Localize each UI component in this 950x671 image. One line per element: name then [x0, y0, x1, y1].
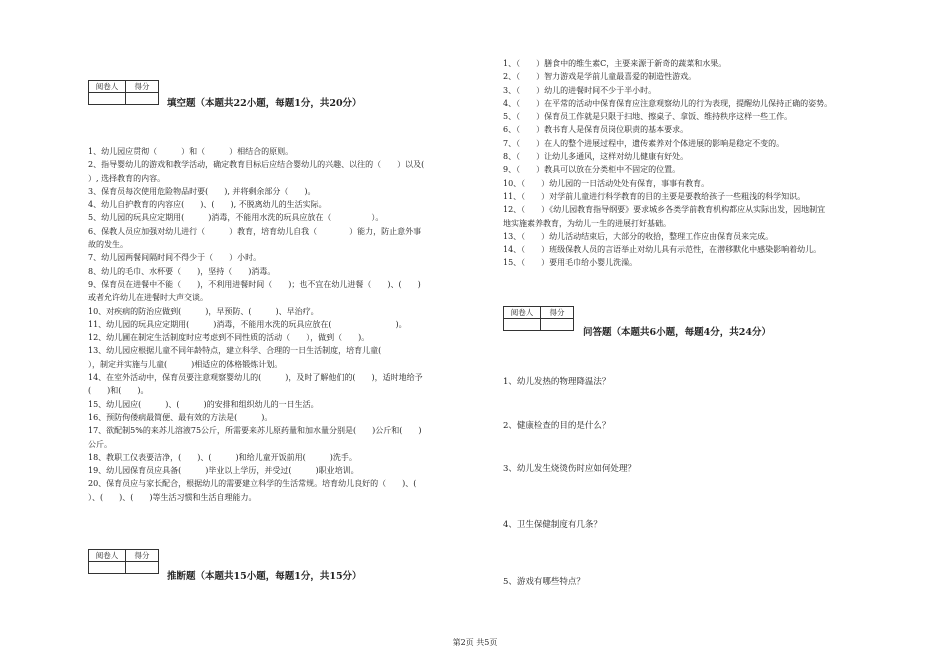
judge-question-line: 9、（ ）教具可以放在分类柜中不固定的位置。	[503, 165, 681, 175]
judge-question-line: 10、（ ）幼儿园的一日活动处处有保育，事事有教育。	[503, 178, 710, 188]
fill-question-line: 6、保教人员应加强对幼儿进行（ ）教育，培育幼儿自我（ ）能力，防止意外事	[88, 226, 422, 236]
fill-questions	[88, 145, 424, 504]
fill-question-line: 13、幼儿园应根据儿童不同年龄特点，建立科学、合理的一日生活制度，培育儿童(	[88, 346, 382, 356]
judge-section-title: 推断题（本题共15小题，每题1分，共15分）	[167, 571, 362, 582]
fill-question-line: 10、对疾病的防治应做到( )，早预防、( )、早治疗。	[88, 306, 319, 316]
judge-question-line: 地实施素养教育，为幼儿一生的进展打好基础。	[503, 218, 671, 228]
score-box-fill	[88, 80, 159, 105]
reviewer-cell	[89, 93, 126, 105]
score-label: 得分	[541, 307, 574, 319]
fill-section-title: 填空题（本题共22小题，每题1分，共20分）	[167, 98, 362, 109]
page-footer: 第2页 共5页	[452, 638, 498, 647]
score-label: 得分	[126, 81, 159, 93]
fill-question-line: 9、保育员在进餐中不能（ )，不利用进餐时间（ )；也不宜在幼儿进餐（ )、( )	[88, 279, 421, 289]
fill-question-line: 3、保育员每次使用危险物品时要( ), 并将剩余部分（ )。	[88, 186, 316, 196]
judge-question-line: 8、（ ）让幼儿多通风，这样对幼儿健康有好处。	[503, 152, 689, 162]
judge-question-line: 14、（ ）班级保教人员的言语举止对幼儿具有示范性，在潜移默化中感染影响着幼儿。	[503, 245, 822, 255]
score-box-judge	[88, 549, 159, 574]
judge-question-line: 6、（ ）教书育人是保育员岗位职责的基本要求。	[503, 125, 689, 135]
judge-question-line: 3、（ ）幼儿的进餐时间不少于半小时。	[503, 85, 657, 95]
fill-question-line: 4、幼儿自护教育的内容应( )、( ), 不脱离幼儿的生活实际。	[88, 200, 327, 210]
fill-question-line: 5、幼儿园的玩具应定期用( )消毒，不能用水洗的玩具应放在（ ）。	[88, 213, 384, 223]
fill-question-line: 20、保育员应与家长配合，根据幼儿的需要建立科学的生活常规。培育幼儿良好的（ )、(	[88, 479, 417, 489]
fill-question-line: ( )和( )。	[88, 386, 149, 396]
judge-question-line: 13、（ ）幼儿活动结束后，大部分的收拾，整理工作应由保育员来完成。	[503, 231, 774, 241]
fill-question-line: 1、幼儿园应贯彻（ ）和（ ）相结合的原则。	[88, 147, 294, 156]
qa-section-title: 问答题（本题共6小题，每题4分，共24分）	[583, 327, 771, 338]
reviewer-label: 阅卷人	[89, 81, 126, 93]
fill-question-line: 公斤。	[88, 439, 112, 449]
score-cell	[126, 562, 159, 574]
fill-question-line: 12、幼儿圃在制定生活制度时应考虑到不同性质的活动（ ），做到（ )。	[88, 333, 370, 343]
judge-questions	[503, 57, 832, 270]
fill-question-line: 2、指导婴幼儿的游戏和教学活动，确定教育目标后应结合婴幼儿的兴趣、以往的（ ）以及(	[88, 160, 425, 170]
qa-question: 2、健康检查的目的是什么？	[503, 421, 611, 431]
qa-question: 3、幼儿发生烧烫伤时应如何处理？	[503, 464, 636, 474]
judge-question-line: 2、（ ）智力游戏是学前儿童最喜爱的制造性游戏。	[503, 72, 697, 82]
fill-question-line: ）, 选择教育的内容。	[88, 173, 166, 183]
fill-question-line: 11、幼儿园的玩具应定期用( )消毒，不能用水洗的玩具应放在( )。	[88, 319, 407, 329]
judge-question-line: 7、（ ）在人的整个进展过程中，遗传素养对个体进展的影响是稳定不变的。	[503, 138, 785, 148]
judge-question-line: 1、（ ）膳食中的维生素C，主要来源于新奇的蔬菜和水果。	[503, 59, 727, 68]
judge-question-line: 4、（ ）在平常的活动中保育保育应注意观察幼儿的行为表现，提醒幼儿保持正确的姿势。	[503, 98, 833, 108]
fill-question-line: 19、幼儿园保育员应具备( )毕业以上学历，并受过( )职业培训。	[88, 466, 359, 476]
fill-question-line: ），制定并实施与儿童( )相适应的体格锻炼计划。	[88, 359, 283, 369]
judge-question-line: 5、（ ）保育员工作就是只限于扫地、擦桌子、拿饭、维持秩序这样一些工作。	[503, 112, 793, 122]
reviewer-cell	[504, 319, 541, 331]
score-box-qa	[503, 306, 574, 331]
reviewer-label: 阅卷人	[504, 307, 541, 319]
judge-question-line: 12、（ ）《幼儿园教育指导纲要》要求城乡各类学前教育机构都应从实际出发，因地制宜	[503, 205, 826, 215]
fill-question-line: 7、幼儿园两餐间隔时间不得少于（ ）小时。	[88, 253, 262, 263]
reviewer-label: 阅卷人	[89, 550, 126, 562]
qa-question: 5、游戏有哪些特点？	[503, 577, 585, 587]
fill-question-line: 14、在室外活动中，保育员要注意观察婴幼儿的( )，及时了解他们的( )，适时地给予	[88, 373, 423, 383]
score-label: 得分	[126, 550, 159, 562]
fill-question-line: 17、欲配制5%的来苏儿溶液75公斤，所需要来苏儿原药量和加水量分别是( )公斤和( )	[88, 426, 422, 436]
fill-question-line: 16、预防佝偻病最简便、最有效的方法是( )。	[88, 412, 273, 422]
fill-question-line: ）、( )、( )等生活习惯和生活自理能力。	[88, 492, 257, 502]
fill-question-line: 18、教职工仪表要洁净，( )、( )和给儿童开饭前用( )洗手。	[88, 452, 357, 462]
score-cell	[126, 93, 159, 105]
judge-question-line: 11、（ ）对学前儿童进行科学教育的目的主要是要教给孩子一些粗浅的科学知识。	[503, 191, 806, 201]
qa-question: 4、卫生保健制度有几条？	[503, 520, 602, 530]
reviewer-cell	[89, 562, 126, 574]
fill-question-line: 8、幼儿的毛巾、水杯要（ )，坚持（ )消毒。	[88, 266, 276, 276]
fill-question-line: 故的发生。	[88, 240, 128, 250]
fill-question-line: 或者允许幼儿在进餐时大声交谈。	[88, 293, 208, 303]
fill-question-line: 15、幼儿园应( )、( )的安排和组织幼儿的一日生活。	[88, 399, 319, 409]
score-cell	[541, 319, 574, 331]
qa-question: 1、幼儿发热的物理降温法？	[503, 377, 611, 387]
judge-question-line: 15、（ ）要用毛巾给小婴儿洗澡。	[503, 258, 638, 268]
